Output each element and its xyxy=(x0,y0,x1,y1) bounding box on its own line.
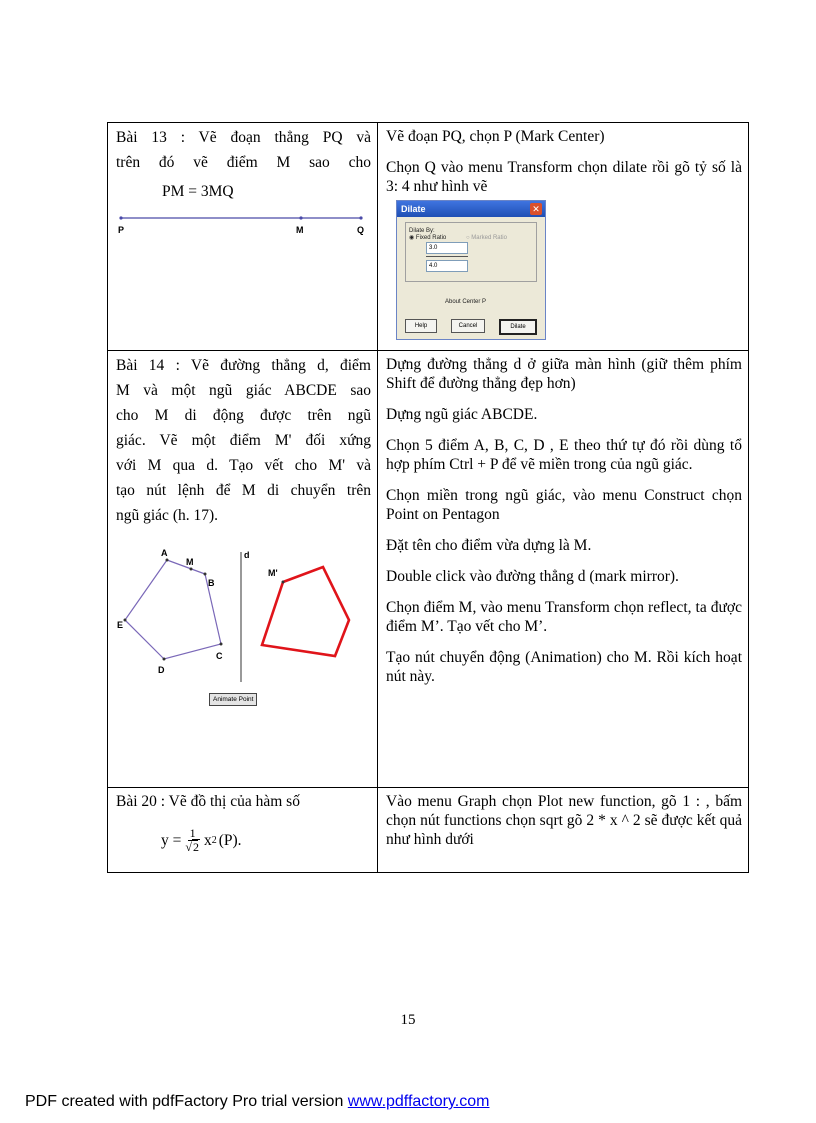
page-number: 15 xyxy=(400,1012,416,1028)
pdffactory-link[interactable]: www.pdffactory.com xyxy=(347,1093,490,1110)
animate-point-button[interactable]: Animate Point xyxy=(209,693,257,706)
exercise-14-line: tạo nút lệnh để M di chuyển trên xyxy=(116,482,371,499)
dilate-dialog-title: Dilate xyxy=(397,201,545,217)
instruction-paragraph: Chọn điểm M, vào menu Transform chọn reflect, ta được điểm M’. Tạo vết cho M’. xyxy=(386,599,742,635)
pentagon-reflection-figure xyxy=(116,542,356,687)
radio-marked-ratio-label: Marked Ratio xyxy=(471,235,507,241)
formula-x: x xyxy=(203,832,212,849)
exercise-14-line: ngũ giác (h. 17). xyxy=(116,507,219,524)
instruction-paragraph: Vẽ đoạn PQ, chọn P (Mark Center) xyxy=(386,128,605,145)
instructions-14-cell xyxy=(378,351,749,788)
close-icon[interactable]: ✕ xyxy=(530,203,542,215)
pdf-footer xyxy=(25,1093,489,1111)
reflected-pentagon xyxy=(262,567,349,656)
instructions-20-cell xyxy=(378,788,749,873)
table-row xyxy=(108,351,749,788)
label-q: Q xyxy=(357,225,365,235)
point-m-prime xyxy=(282,581,285,584)
instructions-13-cell xyxy=(378,123,749,351)
point-m xyxy=(190,568,193,571)
ratio-divider xyxy=(426,256,468,257)
exercise-20-line: Bài 20 : Vẽ đồ thị của hàm số xyxy=(116,793,300,810)
exercise-14-line: giác. Vẽ một điểm M' đối xứng xyxy=(116,432,371,449)
exercise-14-line: M và một ngũ giác ABCDE sao xyxy=(116,382,371,399)
formula-y: y = xyxy=(161,832,182,849)
dilate-dialog xyxy=(396,200,546,340)
dilate-button[interactable]: Dilate xyxy=(499,319,537,335)
pentagon-abcde xyxy=(125,560,221,659)
radio-marked-ratio[interactable]: ○ Marked Ratio xyxy=(466,235,507,241)
exercise-13-line-3: PM = 3MQ xyxy=(162,183,234,200)
label-a: A xyxy=(161,548,168,558)
formula-numerator: 1 xyxy=(189,826,196,840)
table-row xyxy=(108,788,749,873)
formula-radicand: 2 xyxy=(192,840,199,854)
formula-suffix: (P). xyxy=(218,832,242,849)
label-c: C xyxy=(216,651,223,661)
point-q xyxy=(359,216,362,219)
exercise-13-line-2: trên đó vẽ điểm M sao cho xyxy=(116,154,371,171)
denominator-field[interactable]: 4.0 xyxy=(426,260,468,272)
label-b: B xyxy=(208,578,215,588)
point-a xyxy=(166,559,169,562)
instruction-paragraph: Vào menu Graph chọn Plot new function, gõ 1 : , bấm chọn nút functions chọn sqrt gõ 2 * x ^ 2 sẽ được kết quả như hình dưới xyxy=(386,793,742,848)
point-c xyxy=(220,643,223,646)
point-b xyxy=(204,573,207,576)
exercise-13-cell xyxy=(108,123,378,351)
instruction-paragraph: Chọn miền trong ngũ giác, vào menu Construct chọn Point on Pentagon xyxy=(386,487,742,523)
point-p xyxy=(119,216,122,219)
exercise-14-line: Bài 14 : Vẽ đường thẳng d, điểm xyxy=(116,357,371,374)
point-m xyxy=(299,216,302,219)
radio-fixed-ratio[interactable]: ◉ Fixed Ratio xyxy=(409,235,447,241)
help-button[interactable]: Help xyxy=(405,319,437,333)
instruction-paragraph: Chọn 5 điểm A, B, C, D , E theo thứ tự đó rồi dùng tổ hợp phím Ctrl + P để vẽ miền trong của ngũ giác. xyxy=(386,437,742,473)
instruction-paragraph: Dựng ngũ giác ABCDE. xyxy=(386,406,538,423)
instruction-paragraph: Tạo nút chuyển động (Animation) cho M. Rồi kích hoạt nút này. xyxy=(386,649,742,685)
exercise-14-cell xyxy=(108,351,378,788)
radio-fixed-ratio-label: Fixed Ratio xyxy=(415,235,447,241)
cancel-button[interactable]: Cancel xyxy=(451,319,485,333)
exercise-14-line: cho M di động được trên ngũ xyxy=(116,407,371,424)
exercise-14-line: với M qua d. Tạo vết cho M' và xyxy=(116,457,371,474)
formula-exponent: 2 xyxy=(211,835,217,846)
instruction-paragraph: Double click vào đường thẳng d (mark mirror). xyxy=(386,568,679,585)
instruction-paragraph: Dựng đường thẳng d ở giữa màn hình (giữ thêm phím Shift để đường thẳng đẹp hơn) xyxy=(386,356,742,392)
sqrt-sign: √ xyxy=(185,840,192,854)
exercise-20-cell xyxy=(108,788,378,873)
function-formula xyxy=(161,827,371,854)
point-e xyxy=(124,619,127,622)
label-e: E xyxy=(117,620,124,630)
exercise-13-line-1: Bài 13 : Vẽ đoạn thẳng PQ và xyxy=(116,129,371,146)
point-d xyxy=(163,658,166,661)
label-line-d: d xyxy=(244,550,250,560)
table-row xyxy=(108,123,749,351)
instruction-paragraph: Chọn Q vào menu Transform chọn dilate rồi gõ tỷ số là 3: 4 như hình vẽ xyxy=(386,159,742,195)
exercise-table xyxy=(107,122,749,873)
label-m: M xyxy=(296,225,304,235)
dilate-by-label: Dilate By: xyxy=(409,228,435,234)
segment-pq-figure xyxy=(116,210,366,240)
label-m-prime: M' xyxy=(268,568,278,578)
label-p: P xyxy=(118,225,125,235)
label-d: D xyxy=(158,665,165,675)
dilate-by-group xyxy=(405,222,537,282)
formula-fraction xyxy=(185,827,200,854)
label-m: M xyxy=(186,557,194,567)
about-center-label: About Center P xyxy=(445,299,487,305)
numerator-field[interactable]: 3.0 xyxy=(426,242,468,254)
instruction-paragraph: Đặt tên cho điểm vừa dựng là M. xyxy=(386,537,592,554)
formula-sqrt xyxy=(185,841,200,854)
footer-text: PDF created with pdfFactory Pro trial version xyxy=(25,1093,348,1110)
